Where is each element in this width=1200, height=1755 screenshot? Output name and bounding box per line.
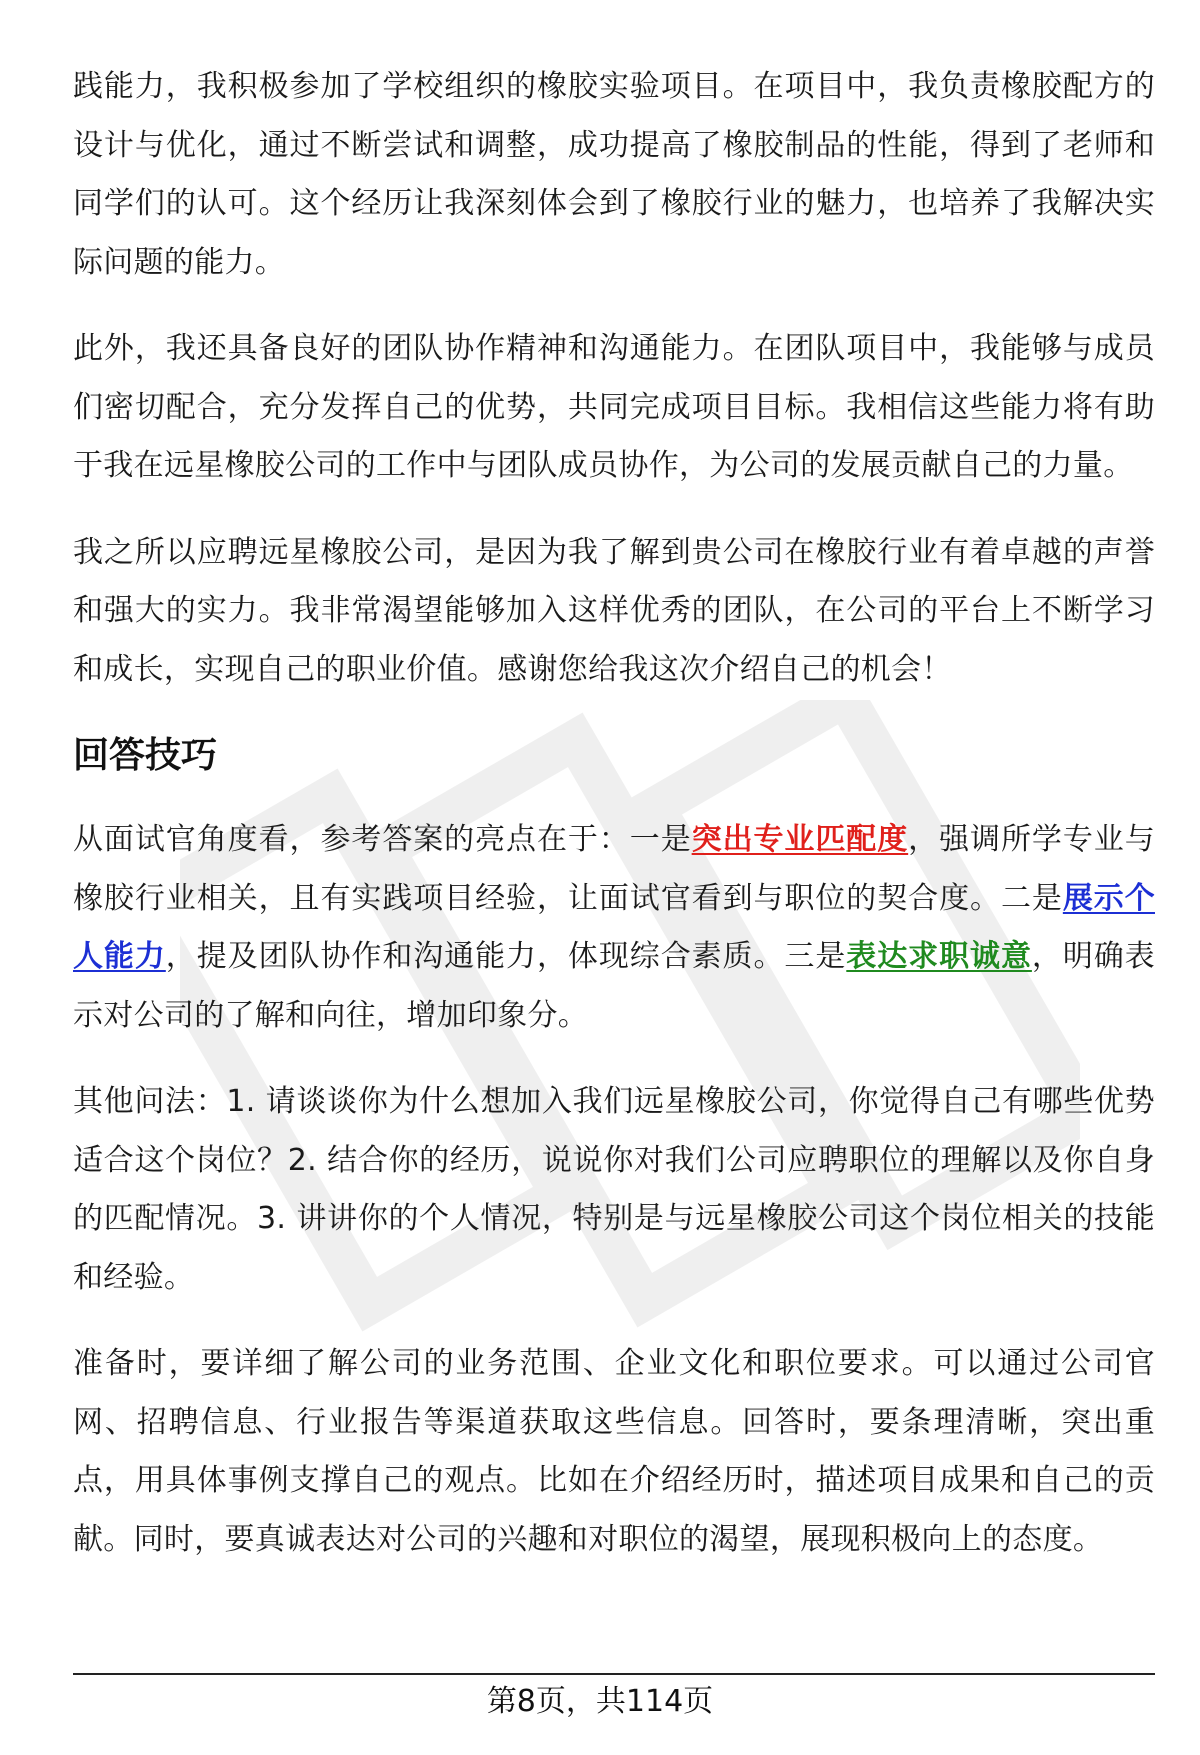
- page-number: 第8页，共114页: [486, 1684, 714, 1719]
- paragraph-experience: 践能力，我积极参加了学校组织的橡胶实验项目。在项目中，我负责橡胶配方的设计与优化，通过不断尝试和调整，成功提高了橡胶制品的性能，得到了老师和同学们的认可。这个经历让我深刻体会到了橡胶行业的魅力，也培养了我解决实际问题的能力。: [73, 69, 1155, 280]
- tips-text-4: ，明确表示对公司的了解和向往，增加印象分。: [73, 939, 1155, 1033]
- tips-text-1: 从面试官角度看，参考答案的亮点在于：一是: [73, 822, 692, 857]
- tips-text-3: ，提及团队协作和沟通能力，体现综合素质。三是: [165, 939, 847, 974]
- highlight-sincerity: 表达求职诚意: [846, 939, 1032, 974]
- paragraph-other-questions: 其他问法：1. 请谈谈你为什么想加入我们远星橡胶公司，你觉得自己有哪些优势适合这个岗位？2. 结合你的经历，说说你对我们公司应聘职位的理解以及你自身的匹配情况。3. 讲讲你的个人情况，特别是与远星橡胶公司这个岗位相关的技能和经验。: [73, 1084, 1155, 1295]
- paragraph-teamwork: 此外，我还具备良好的团队协作精神和沟通能力。在团队项目中，我能够与成员们密切配合，充分发挥自己的优势，共同完成项目目标。我相信这些能力将有助于我在远星橡胶公司的工作中与团队成员协作，为公司的发展贡献自己的力量。: [73, 331, 1155, 483]
- highlight-personal-ability: 展示个人能力: [73, 880, 1155, 974]
- paragraph-preparation: 准备时，要详细了解公司的业务范围、企业文化和职位要求。可以通过公司官网、招聘信息、行业报告等渠道获取这些信息。回答时，要条理清晰，突出重点，用具体事例支撑自己的观点。比如在介绍经历时，描述项目成果和自己的贡献。同时，要真诚表达对公司的兴趣和对职位的渴望，展现积极向上的态度。: [73, 1346, 1155, 1557]
- paragraph-tips: [73, 811, 1155, 1045]
- paragraph-motivation: 我之所以应聘远星橡胶公司，是因为我了解到贵公司在橡胶行业有着卓越的声誉和强大的实力。我非常渴望能够加入这样优秀的团队，在公司的平台上不断学习和成长，实现自己的职业价值。感谢您给我这次介绍自己的机会！: [73, 534, 1155, 687]
- section-heading: 回答技巧: [73, 735, 218, 776]
- document-body: [73, 58, 1155, 1597]
- footer-divider: [73, 1673, 1155, 1675]
- highlight-professional-match: 突出专业匹配度: [691, 822, 909, 857]
- tips-text-2: ，强调所学专业与橡胶行业相关，且有实践项目经验，让面试官看到与职位的契合度。二是: [73, 822, 1155, 916]
